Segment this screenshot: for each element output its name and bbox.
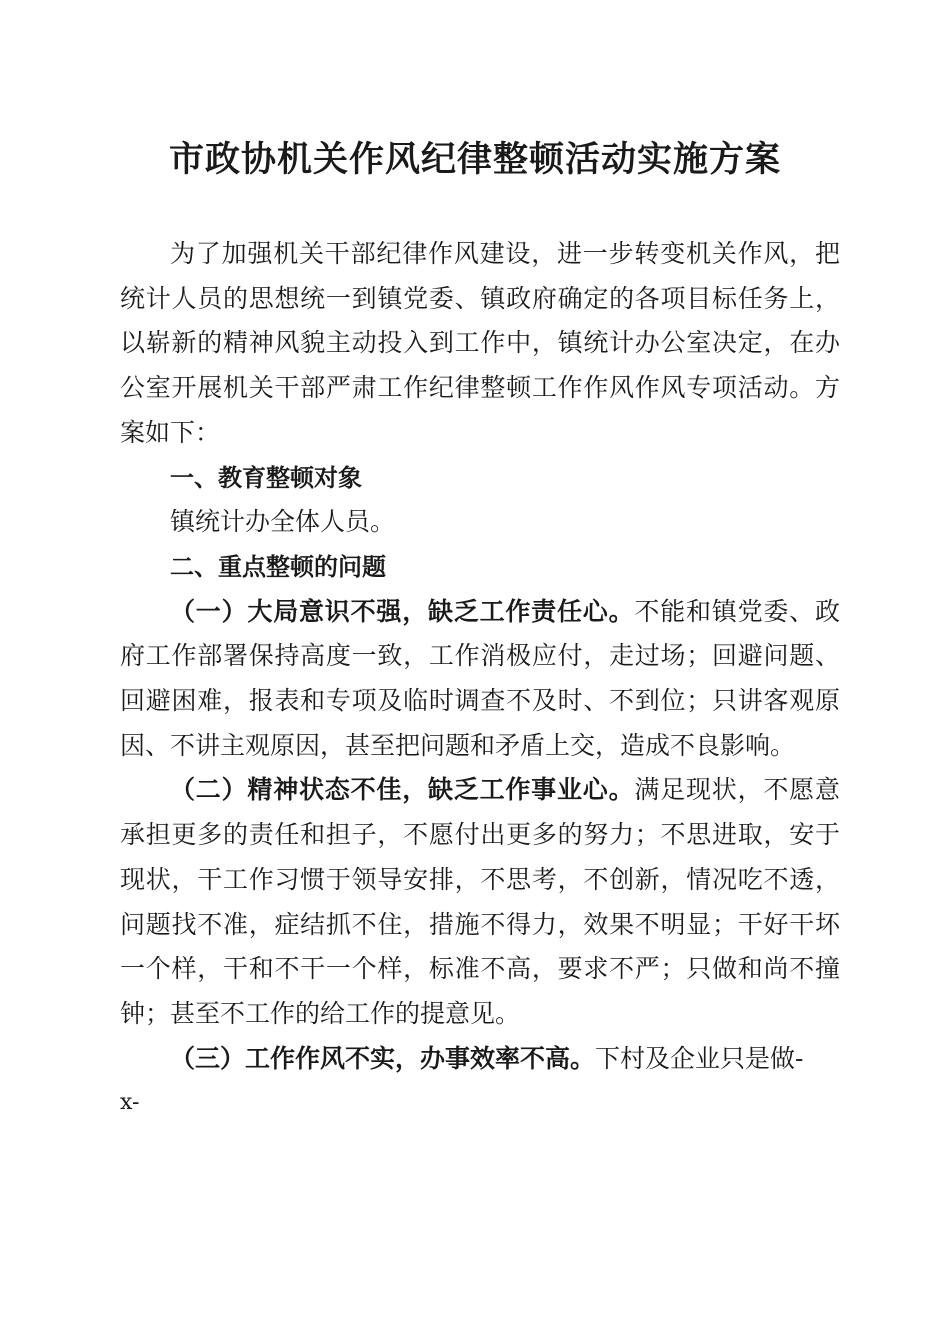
issue-item-2-lead: （二）精神状态不佳，缺乏工作事业心。: [170, 775, 635, 805]
section-targets-text: 镇统计办全体人员。: [170, 507, 396, 537]
issue-item-2: [120, 768, 840, 1036]
issue-item-1-text: 不能和镇党委、政府工作部署保持高度一致，工作消极应付，走过场；回避问题、回避困难，报表和专项及临时调查不及时、不到位；只讲客观原因、不讲主观原因，甚至把问题和矛盾上交，造成不良影响。: [120, 596, 840, 760]
document-title: 市政协机关作风纪律整顿活动实施方案: [168, 139, 781, 180]
intro-paragraph: 为了加强机关干部纪律作风建设，进一步转变机关作风，把统计人员的思想统一到镇党委、镇政府确定的各项目标任务上，以崭新的精神风貌主动投入到工作中，镇统计办公室决定，在办公室开展机关干部严肃工作纪律整顿工作作风作风专项活动。方案如下：: [120, 239, 840, 447]
issue-item-1: [120, 590, 840, 769]
issue-item-3-text: 下村及企业只是做-: [595, 1043, 804, 1073]
page-mark: x-: [120, 1090, 140, 1116]
section-heading-targets: 一、教育整顿对象: [170, 463, 362, 492]
issue-item-3-lead: （三）工作作风不实，办事效率不高。: [170, 1043, 596, 1073]
issue-item-2-text: 满足现状，不愿意承担更多的责任和担子，不愿付出更多的努力；不思进取，安于现状，干工作习惯于领导安排，不思考，不创新，情况吃不透，问题找不准，症结抓不住，措施不得力，效果不明显；干好干坏一个样，干和不干一个样，标准不高，要求不严；只做和尚不撞钟；甚至不工作的给工作的提意见。: [120, 775, 840, 1028]
document-body: [120, 232, 840, 1126]
issue-item-3: [120, 1037, 840, 1082]
issue-item-1-lead: （一）大局意识不强，缺乏工作责任心。: [170, 596, 635, 626]
section-heading-issues: 二、重点整顿的问题: [170, 552, 386, 581]
